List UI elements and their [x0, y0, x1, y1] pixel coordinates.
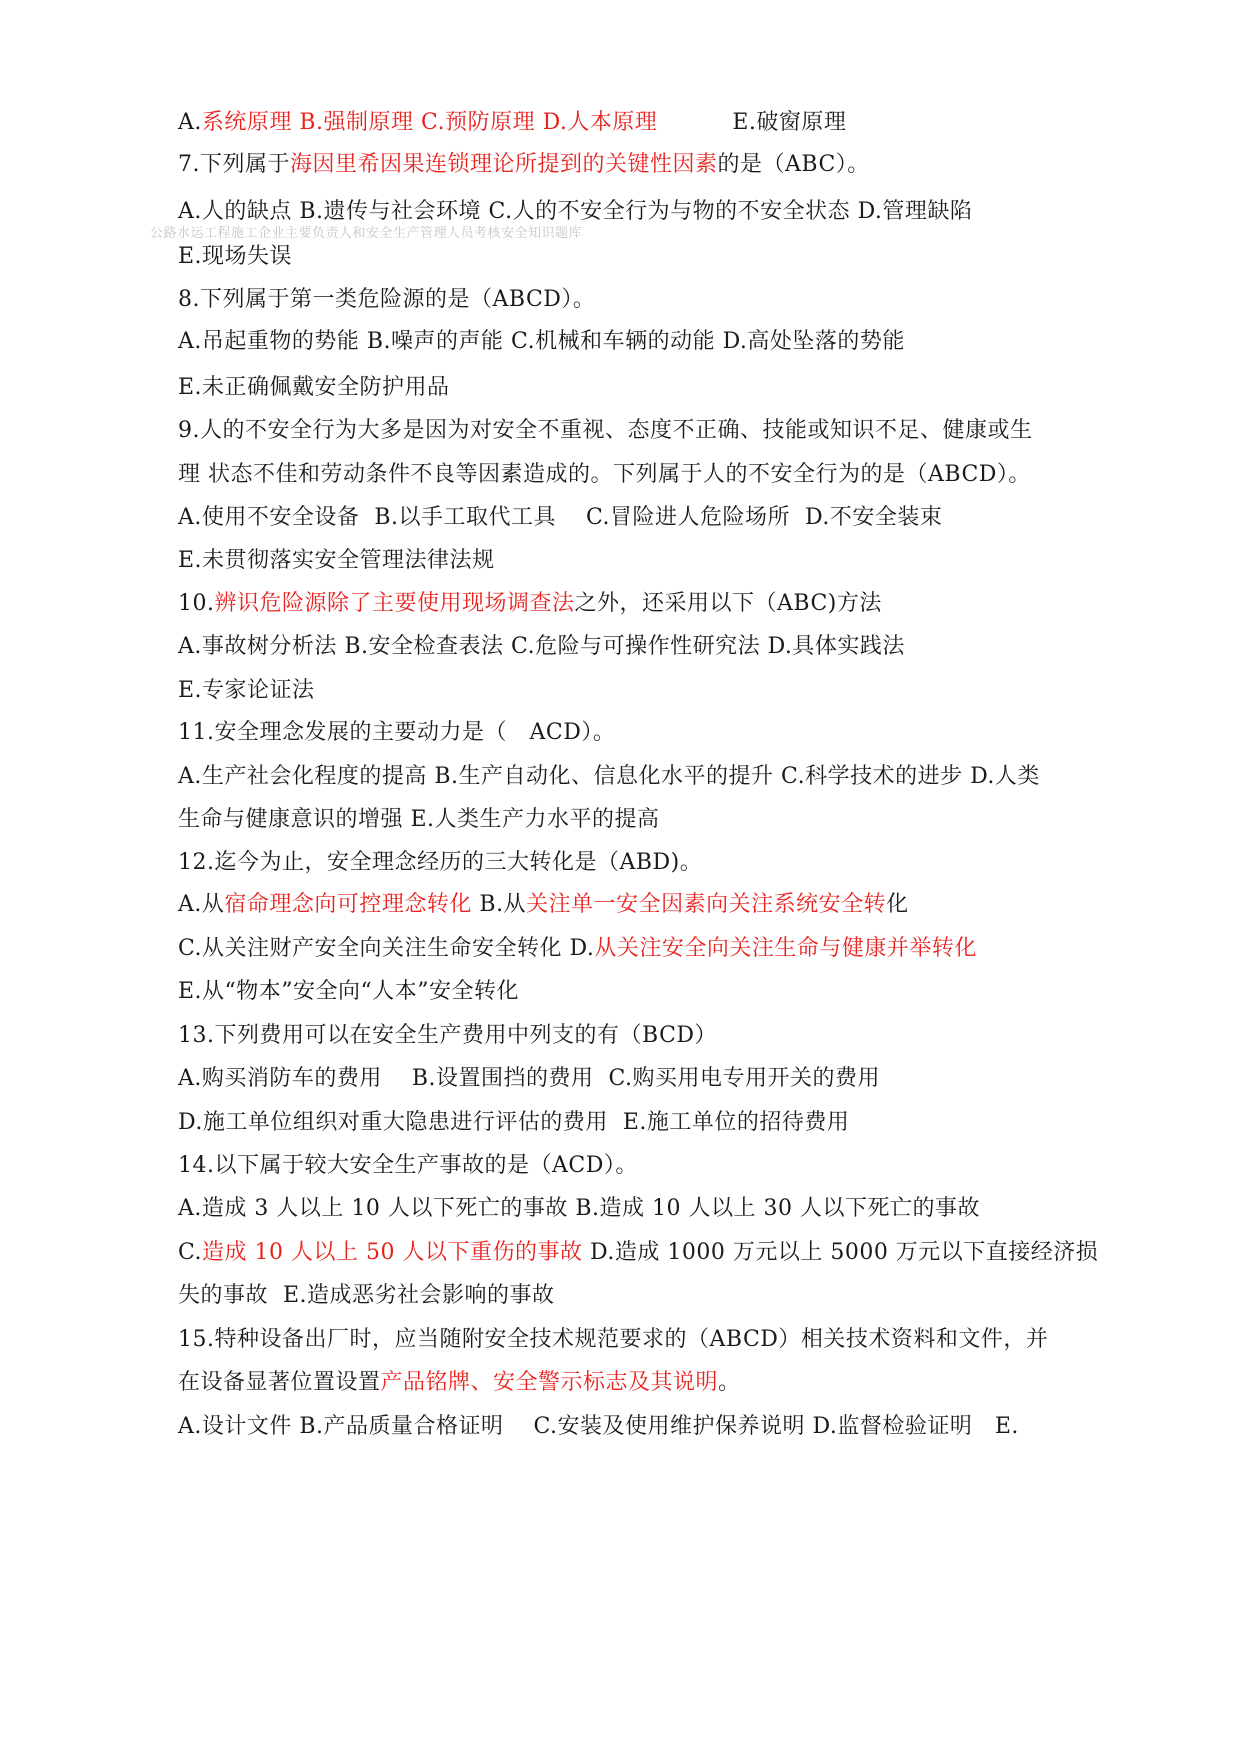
text-segment: A. [178, 110, 202, 135]
text-line [178, 1151, 638, 1181]
text-segment: 生命与健康意识的增强 E.人类生产力水平的提高 [178, 807, 660, 832]
text-line [178, 327, 905, 357]
text-segment: 8.下列属于第一类危险源的是（ABCD）。 [178, 287, 596, 312]
text-line [178, 977, 519, 1007]
text-line [178, 1325, 1048, 1355]
text-segment: D.造成 1000 万元以上 5000 万元以下直接经济损 [582, 1240, 1099, 1265]
text-line [178, 1281, 555, 1311]
text-line [178, 676, 315, 706]
text-segment: C.从关注财产安全向关注生命安全转化 D. [178, 936, 595, 961]
text-segment: 7.下列属于 [178, 152, 290, 177]
text-segment: A.从 [178, 892, 225, 917]
text-segment: 之外，还采用以下（ABC)方法 [574, 591, 882, 616]
text-segment: E.未正确佩戴安全防护用品 [178, 375, 450, 400]
text-line [178, 546, 495, 576]
text-segment: B.从 [471, 892, 527, 917]
text-segment: E.现场失误 [178, 244, 293, 269]
highlighted-text: 海因里希因果连锁理论所提到的关键性因素 [290, 152, 718, 177]
text-line [178, 718, 615, 748]
text-segment: E.从“物本”安全向“人本”安全转化 [178, 979, 520, 1004]
text-segment: A.使用不安全设备 B.以手工取代工具 C.冒险进人危险场所 D.不安全装束 [178, 505, 943, 530]
text-segment: 失的事故 E.造成恶劣社会影响的事故 [178, 1283, 555, 1308]
highlighted-text: 系统原理 B.强制原理 C.预防原理 D.人本原理 [201, 110, 658, 135]
text-segment: A.生产社会化程度的提高 B.生产自动化、信息化水平的提升 C.科学技术的进步 D.人类 [178, 764, 1040, 789]
text-segment: E.未贯彻落实安全管理法律法规 [178, 548, 495, 573]
text-line [178, 1238, 1098, 1268]
text-segment: A.吊起重物的势能 B.噪声的声能 C.机械和车辆的动能 D.高处坠落的势能 [178, 329, 905, 354]
text-segment: A.造成 3 人以上 10 人以下死亡的事故 B.造成 10 人以上 30 人以下死亡的事故 [178, 1196, 980, 1221]
text-line [178, 632, 905, 662]
text-segment: E.破窗原理 [657, 110, 847, 135]
text-line [178, 762, 1040, 792]
text-line [178, 1194, 980, 1224]
text-segment: 理 状态不佳和劳动条件不良等因素造成的。下列属于人的不安全行为的是（ABCD）。 [178, 462, 1031, 487]
text-line [178, 108, 846, 138]
text-segment: 15.特种设备出厂时，应当随附安全技术规范要求的（ABCD）相关技术资料和文件，并 [178, 1327, 1049, 1352]
text-segment: C. [178, 1240, 203, 1265]
text-line [178, 805, 660, 835]
text-line [178, 1021, 717, 1051]
text-segment: D.施工单位组织对重大隐患进行评估的费用 E.施工单位的招待费用 [178, 1110, 850, 1135]
text-line [178, 285, 595, 315]
text-line [178, 589, 882, 619]
text-line [178, 890, 909, 920]
highlighted-text: 关注单一安全因素向关注系统安全转 [526, 892, 887, 917]
text-line [178, 416, 1033, 446]
highlighted-text: 从关注安全向关注生命与健康并举转化 [594, 936, 977, 961]
text-line [178, 1108, 849, 1138]
text-segment: A.购买消防车的费用 B.设置围挡的费用 C.购买用电专用开关的费用 [178, 1066, 881, 1091]
text-segment: 在设备显著位置设置 [178, 1370, 381, 1395]
text-segment: 12.迄今为止，安全理念经历的三大转化是（ABD)。 [178, 850, 703, 875]
text-segment: 13.下列费用可以在安全生产费用中列支的有（BCD） [178, 1023, 718, 1048]
text-line [178, 1064, 880, 1094]
text-line [178, 197, 972, 227]
text-segment: 化 [886, 892, 909, 917]
text-line [178, 242, 292, 272]
text-line [178, 1368, 741, 1398]
text-line [178, 848, 702, 878]
text-line [178, 503, 942, 533]
highlighted-text: 产品铭牌、安全警示标志及其说明 [380, 1370, 719, 1395]
highlighted-text: 辨识危险源除了主要使用现场调查法 [214, 591, 575, 616]
text-segment: 14.以下属于较大安全生产事故的是（ACD）。 [178, 1153, 638, 1178]
text-segment: 的是（ABC）。 [717, 152, 870, 177]
text-segment: E.专家论证法 [178, 678, 315, 703]
text-line [178, 373, 450, 403]
text-line [178, 1412, 1019, 1442]
text-segment: 10. [178, 591, 215, 616]
text-segment: A.事故树分析法 B.安全检查表法 C.危险与可操作性研究法 D.具体实践法 [178, 634, 905, 659]
text-line [178, 934, 977, 964]
highlighted-text: 宿命理念向可控理念转化 [224, 892, 472, 917]
text-line [178, 150, 870, 180]
highlighted-text: 造成 10 人以上 50 人以下重伤的事故 [202, 1240, 583, 1265]
text-segment: 。 [718, 1370, 741, 1395]
text-segment: A.设计文件 B.产品质量合格证明 C.安装及使用维护保养说明 D.监督检验证明 E. [178, 1414, 1019, 1439]
watermark-text: 公路水运工程施工企业主要负责人和安全生产管理人员考核安全知识题库 [150, 226, 583, 241]
text-segment: 11.安全理念发展的主要动力是（ ACD）。 [178, 720, 616, 745]
text-segment: 9.人的不安全行为大多是因为对安全不重视、态度不正确、技能或知识不足、健康或生 [178, 418, 1033, 443]
text-line [178, 460, 1031, 490]
text-segment: A.人的缺点 B.遗传与社会环境 C.人的不安全行为与物的不安全状态 D.管理缺陷 [178, 199, 973, 224]
